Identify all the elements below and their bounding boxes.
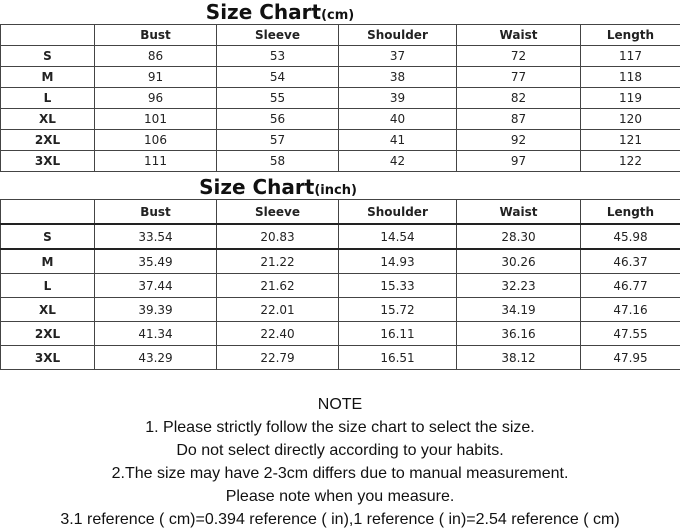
value-cell: 16.51 xyxy=(339,346,457,370)
value-cell: 41.34 xyxy=(95,322,217,346)
value-cell: 117 xyxy=(581,46,680,67)
value-cell: 37.44 xyxy=(95,274,217,298)
value-cell: 14.93 xyxy=(339,249,457,274)
value-cell: 47.16 xyxy=(581,298,680,322)
size-chart-inch-table xyxy=(0,199,680,370)
value-cell: 41 xyxy=(339,130,457,151)
value-cell: 15.33 xyxy=(339,274,457,298)
size-cell: L xyxy=(1,274,95,298)
value-cell: 57 xyxy=(217,130,339,151)
size-cell: XL xyxy=(1,109,95,130)
value-cell: 21.22 xyxy=(217,249,339,274)
note-line: 1. Please strictly follow the size chart to select the size. xyxy=(145,419,535,436)
table-row xyxy=(1,224,680,249)
value-cell: 87 xyxy=(457,109,581,130)
value-cell: 15.72 xyxy=(339,298,457,322)
value-cell: 22.01 xyxy=(217,298,339,322)
note-line: Do not select directly according to your habits. xyxy=(176,442,504,459)
header-cell-bust: Bust xyxy=(95,25,217,46)
table-row xyxy=(1,249,680,274)
header-cell-waist: Waist xyxy=(457,200,581,225)
value-cell: 97 xyxy=(457,151,581,172)
size-cell: 2XL xyxy=(1,322,95,346)
value-cell: 82 xyxy=(457,88,581,109)
value-cell: 16.11 xyxy=(339,322,457,346)
value-cell: 14.54 xyxy=(339,224,457,249)
header-cell-bust: Bust xyxy=(95,200,217,225)
value-cell: 34.19 xyxy=(457,298,581,322)
size-chart-cm-table xyxy=(0,24,680,172)
value-cell: 28.30 xyxy=(457,224,581,249)
value-cell: 53 xyxy=(217,46,339,67)
value-cell: 101 xyxy=(95,109,217,130)
header-cell-size xyxy=(1,200,95,225)
table-row xyxy=(1,130,680,151)
header-cell-sleeve: Sleeve xyxy=(217,25,339,46)
header-row xyxy=(1,200,680,225)
value-cell: 111 xyxy=(95,151,217,172)
size-chart-cm-title xyxy=(0,0,560,24)
value-cell: 46.77 xyxy=(581,274,680,298)
value-cell: 38.12 xyxy=(457,346,581,370)
value-cell: 36.16 xyxy=(457,322,581,346)
value-cell: 54 xyxy=(217,67,339,88)
table-row xyxy=(1,298,680,322)
value-cell: 32.23 xyxy=(457,274,581,298)
value-cell: 47.95 xyxy=(581,346,680,370)
title-main: Size Chart xyxy=(199,175,315,199)
header-cell-size xyxy=(1,25,95,46)
header-cell-waist: Waist xyxy=(457,25,581,46)
header-cell-sleeve: Sleeve xyxy=(217,200,339,225)
value-cell: 92 xyxy=(457,130,581,151)
value-cell: 91 xyxy=(95,67,217,88)
value-cell: 96 xyxy=(95,88,217,109)
size-cell: M xyxy=(1,67,95,88)
value-cell: 35.49 xyxy=(95,249,217,274)
note-heading: NOTE xyxy=(317,396,363,413)
header-cell-length: Length xyxy=(581,25,680,46)
table-row xyxy=(1,109,680,130)
note-section xyxy=(0,393,680,531)
table-row xyxy=(1,67,680,88)
value-cell: 55 xyxy=(217,88,339,109)
size-cell: XL xyxy=(1,298,95,322)
note-line: 3.1 reference ( cm)=0.394 reference ( in),1 reference ( in)=2.54 reference ( cm) xyxy=(60,511,620,528)
title-unit: (cm) xyxy=(321,8,355,23)
size-cell: M xyxy=(1,249,95,274)
size-cell: 2XL xyxy=(1,130,95,151)
value-cell: 118 xyxy=(581,67,680,88)
size-cell: S xyxy=(1,224,95,249)
value-cell: 86 xyxy=(95,46,217,67)
value-cell: 20.83 xyxy=(217,224,339,249)
value-cell: 43.29 xyxy=(95,346,217,370)
value-cell: 72 xyxy=(457,46,581,67)
value-cell: 47.55 xyxy=(581,322,680,346)
size-chart-inch-title xyxy=(0,174,556,200)
table-row xyxy=(1,88,680,109)
size-cell: 3XL xyxy=(1,151,95,172)
value-cell: 119 xyxy=(581,88,680,109)
size-cell: L xyxy=(1,88,95,109)
table-row xyxy=(1,322,680,346)
value-cell: 45.98 xyxy=(581,224,680,249)
value-cell: 33.54 xyxy=(95,224,217,249)
header-row xyxy=(1,25,680,46)
value-cell: 21.62 xyxy=(217,274,339,298)
value-cell: 122 xyxy=(581,151,680,172)
value-cell: 38 xyxy=(339,67,457,88)
value-cell: 30.26 xyxy=(457,249,581,274)
note-line: 2.The size may have 2-3cm differs due to manual measurement. xyxy=(111,465,569,482)
value-cell: 121 xyxy=(581,130,680,151)
value-cell: 39.39 xyxy=(95,298,217,322)
value-cell: 120 xyxy=(581,109,680,130)
value-cell: 22.40 xyxy=(217,322,339,346)
value-cell: 22.79 xyxy=(217,346,339,370)
table-row xyxy=(1,274,680,298)
value-cell: 58 xyxy=(217,151,339,172)
value-cell: 39 xyxy=(339,88,457,109)
size-cell: S xyxy=(1,46,95,67)
value-cell: 56 xyxy=(217,109,339,130)
table-row xyxy=(1,46,680,67)
value-cell: 106 xyxy=(95,130,217,151)
note-line: Please note when you measure. xyxy=(225,488,455,505)
value-cell: 77 xyxy=(457,67,581,88)
table-row xyxy=(1,346,680,370)
header-cell-length: Length xyxy=(581,200,680,225)
header-cell-shoulder: Shoulder xyxy=(339,25,457,46)
value-cell: 42 xyxy=(339,151,457,172)
value-cell: 46.37 xyxy=(581,249,680,274)
size-cell: 3XL xyxy=(1,346,95,370)
title-main: Size Chart xyxy=(205,0,322,24)
title-unit: (inch) xyxy=(314,183,357,198)
value-cell: 37 xyxy=(339,46,457,67)
value-cell: 40 xyxy=(339,109,457,130)
header-cell-shoulder: Shoulder xyxy=(339,200,457,225)
table-row xyxy=(1,151,680,172)
